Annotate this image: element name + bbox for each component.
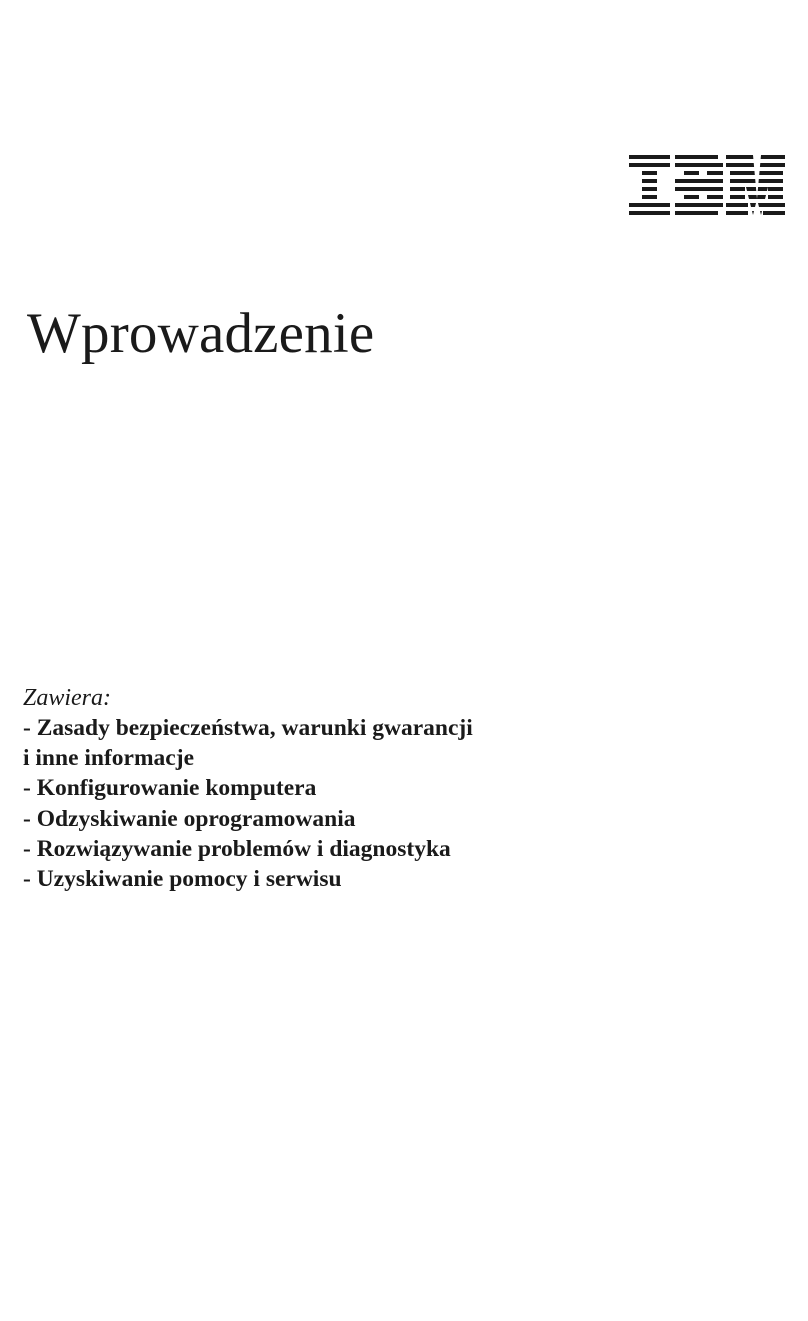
contents-heading: Zawiera: — [23, 685, 112, 711]
ibm-logo — [629, 155, 785, 219]
list-item: - Rozwiązywanie problemów i diagnostyka — [23, 835, 451, 862]
contents-block — [23, 683, 583, 894]
list-item: - Zasady bezpieczeństwa, warunki gwarancji — [23, 715, 473, 741]
list-item: - Odzyskiwanie oprogramowania — [23, 805, 356, 832]
list-item: i inne informacje — [23, 745, 194, 772]
page-title: Wprowadzenie — [27, 302, 375, 365]
contents-list — [23, 713, 583, 894]
list-item: - Konfigurowanie komputera — [23, 775, 317, 802]
list-item: - Uzyskiwanie pomocy i serwisu — [23, 866, 342, 893]
